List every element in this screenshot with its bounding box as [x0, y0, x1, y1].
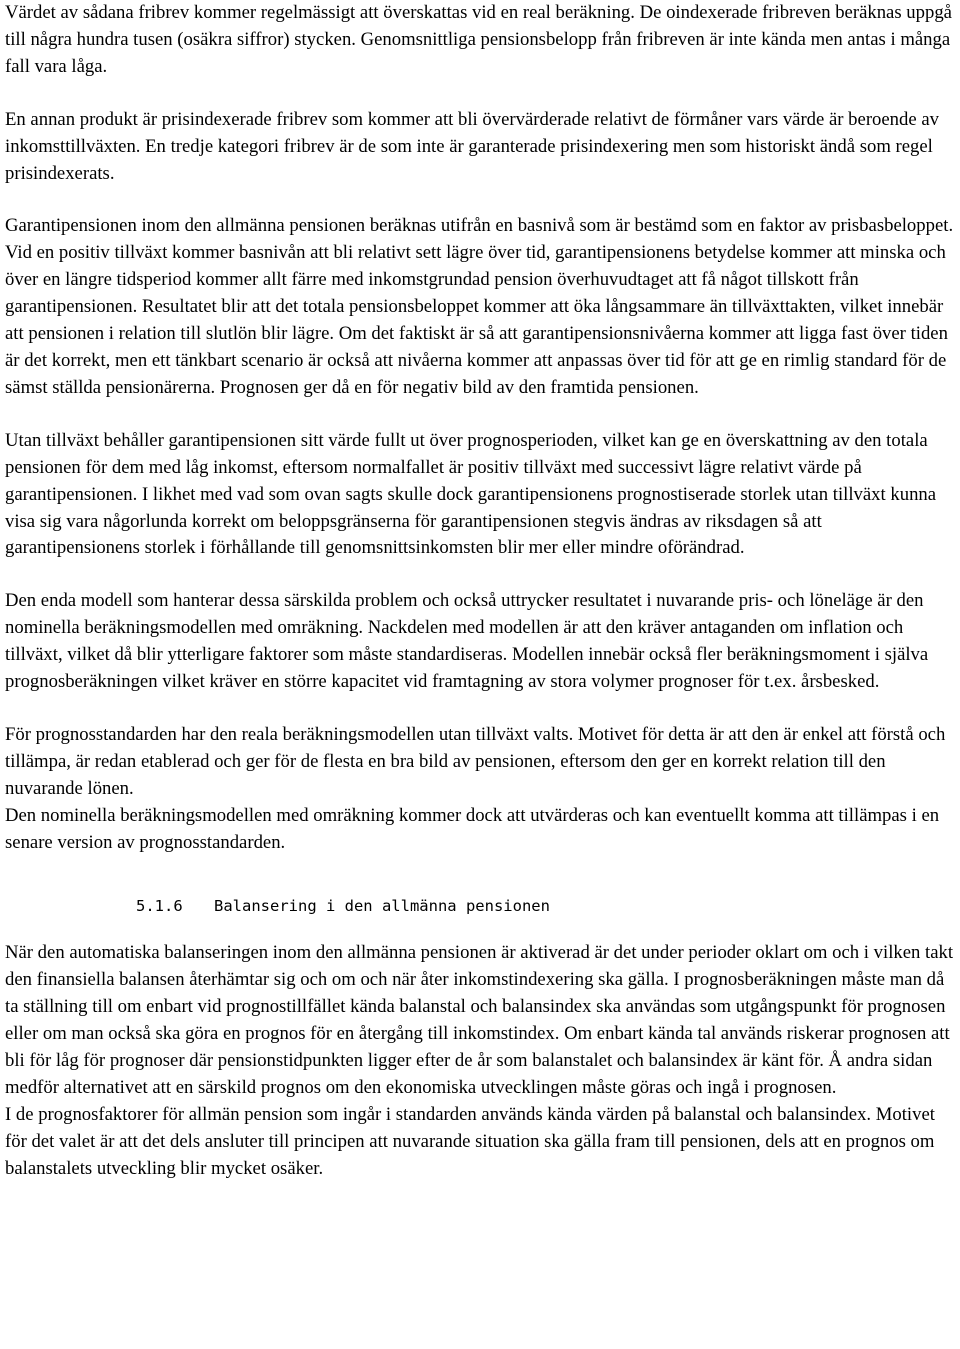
paragraph-fribrev-value: Värdet av sådana fribrev kommer regelmässigt att överskattas vid en real beräkning. De oindexerade fribreven beräknas uppgå till några hundra tusen (osäkra siffror) stycken. Genomsnittliga pensionsbelopp från fribreven är inte kända men antas i många fall vara låga.	[5, 2, 952, 77]
paragraph-nominella-modell: Den enda modell som hanterar dessa särskilda problem och också uttrycker resultatet i nuvarande pris- och löneläge är den nominella beräkningsmodellen med omräkning. Nackdelen med modellen är att den kräver antaganden om inflation och tillväxt, vilket då blir ytterligare faktorer som måste standardiseras. Modellen innebär också fler beräkningsmoment i själva prognosberäkningen vilket kräver en större kapacitet vid framtagning av stora volymer prognoser för t.ex. årsbesked.	[5, 590, 929, 693]
paragraph-garantipension: Garantipensionen inom den allmänna pensionen beräknas utifrån en basnivå som är bestämd som en faktor av prisbasbeloppet. Vid en positiv tillväxt kommer basnivån att bli relativt sett lägre över tid, garantipensionens betydelse kommer att minska och över en längre tidsperiod kommer allt färre med inkomstgrundad pension överhuvudtaget att få något tillskott från garantipensionen. Resultatet blir att det totala pensionsbeloppet kommer att öka långsammare än tillväxttakten, vilket innebär att pensionen i relation till slutlön blir lägre. Om det faktiskt är så att garantipensionsnivåerna kommer att ligga fast över tiden är det korrekt, men ett tänkbart scenario är också att nivåerna kommer att anpassas över tid för att ge en rimlig standard för de sämst ställda pensionärerna. Prognosen ger då en för negativ bild av den framtida pensionen.	[5, 215, 954, 398]
paragraph-prognosstandard: För prognosstandarden har den reala beräkningsmodellen utan tillväxt valts. Motivet för detta är att den är enkel att förstå och tillämpa, är redan etablerad och ger för de flesta en bra bild av pensionen, eftersom den ger en korrekt relation till den nuvarande lönen.	[5, 723, 946, 799]
section-heading	[5, 893, 960, 919]
paragraph-prognosfaktorer: I de prognosfaktorer för allmän pension som ingår i standarden används kända värden på balanstal och balansindex. Motivet för det valet är att det dels ansluter till principen att nuvarande situation ska gälla fram till pensionen, dels att en prognos om balanstalets utveckling blir mycket osäker.	[5, 1103, 935, 1179]
paragraph-utvardering: Den nominella beräkningsmodellen med omräkning kommer dock att utvärderas och kan eventuellt komma att tillämpas i en senare version av prognosstandarden.	[5, 804, 940, 853]
paragraph-balansering: När den automatiska balanseringen inom den allmänna pensionen är aktiverad är det under perioder oklart om och i vilken takt den finansiella balansen återhämtar sig och om och när åter inkomstindexering ska gälla. I prognosberäkningen måste man då ta ställning till om enbart vid prognostillfället kända balanstal och balansindex ska användas som utgångspunkt för prognosen eller om man också ska göra en prognos för en återgång till inkomstindex. Om enbart kända tal används riskerar prognosen att bli för låg för prognoser där pensionstidpunkten ligger efter de år som balanstalet och balansindex är känt för. Å andra sidan medför alternativet att en särskild prognos om den ekonomiska utvecklingen måste göras och ingå i prognosen.	[5, 942, 954, 1098]
document-page	[5, 0, 960, 1183]
section-number: 5.1.6	[136, 897, 183, 916]
paragraph-utan-tillvaxt: Utan tillväxt behåller garantipensionen sitt värde fullt ut över prognosperioden, vilket kan ge en överskattning av den totala pensionen för dem med låg inkomst, eftersom normalfallet är positiv tillväxt med successivt lägre relativt värde på garantipensionen. I likhet med vad som ovan sagts skulle dock garantipensionens prognostiserade storlek utan tillväxt kunna visa sig vara någorlunda korrekt om beloppsgränserna för garantipensionen stegvis ändras av riksdagen så att garantipensionens storlek i förhållande till genomsnittsinkomsten blir mer eller mindre oförändrad.	[5, 429, 937, 559]
section-title: Balansering i den allmänna pensionen	[214, 897, 550, 916]
paragraph-prisindexerade-fribrev: En annan produkt är prisindexerade fribrev som kommer att bli övervärderade relativt de förmåner vars värde är beroende av inkomsttillväxten. En tredje kategori fribrev är de som inte är garanterade prisindexering men som historiskt ändå som regel prisindexerats.	[5, 108, 939, 184]
